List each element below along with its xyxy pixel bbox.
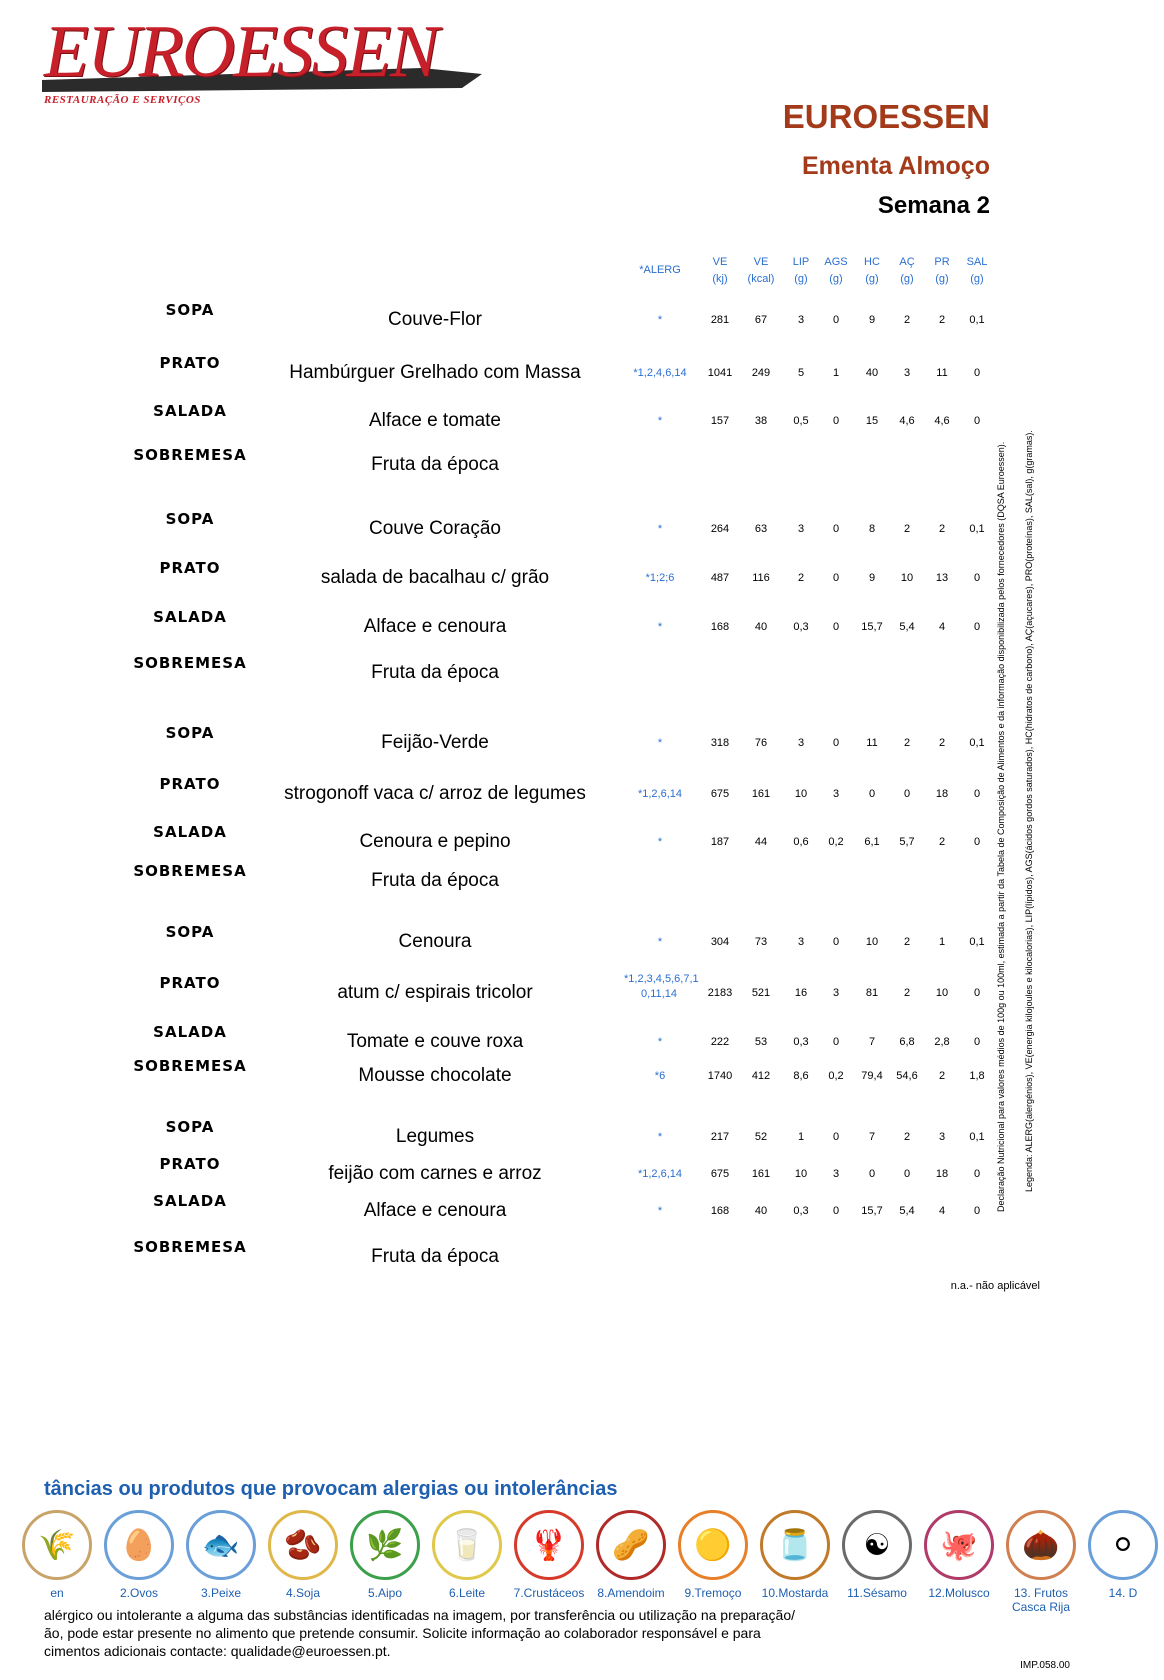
allergen-codes: * [657,415,663,427]
nutrition-declaration-note: Declaração Nutricional para valores médios de 100g ou 100ml, estimada a partir da Tabela de Composição de Alimentos e da informação disponibilizada pelos fornecedores (DQSA Euroessen). [996,441,1006,1212]
dish-name: Alface e cenoura [363,616,507,637]
nutrition-value: 6,8 [899,1036,915,1048]
course-type: SALADA [153,823,227,841]
nutrition-value: 487 [710,572,730,584]
nutrition-value: 4 [938,621,946,633]
allergen-label: 3.Peixe [200,1586,242,1600]
nutrition-value: 0,2 [828,1070,844,1082]
nutrition-value: 0 [973,1168,981,1180]
allergen-icon: 🐟 [186,1510,256,1580]
disclaimer-line: alérgico ou intolerante a alguma das substâncias identificadas na imagem, por transferência ou utilização na preparação/ [44,1607,796,1623]
nutrition-value: 0 [973,987,981,999]
nutrition-value: 10 [865,936,879,948]
menu-row [0,1192,1000,1226]
allergen-icon: 🌾 [22,1510,92,1580]
nutrition-value: 11 [936,367,948,379]
column-header-name: LIP [792,256,810,268]
menu-row [0,1155,1000,1189]
nutrition-value: 0,1 [969,1131,985,1143]
nutrition-value: 3 [797,936,805,948]
nutrition-value: 5,7 [899,836,915,848]
menu-row [0,862,1000,896]
dish-name: Legumes [395,1126,475,1147]
course-type: SALADA [153,402,227,420]
nutrition-value: 116 [752,572,770,584]
nutrition-value: 40 [754,621,768,633]
menu-row [0,510,1000,544]
nutrition-value: 2 [938,523,946,535]
nutrition-value: 4,6 [934,415,950,427]
nutrition-value: 0 [973,836,981,848]
course-type: SOBREMESA [133,1238,247,1256]
nutrition-value: 675 [710,1168,730,1180]
menu-row [0,923,1000,957]
document-code: IMP.058.00 [1020,1660,1070,1671]
nutrition-value: 0 [973,572,981,584]
course-type: SOPA [165,923,215,941]
header-week: Semana 2 [877,192,990,219]
nutrition-value: 3 [797,314,805,326]
allergen-label: 6.Leite [448,1586,486,1600]
nutrition-value: 0,3 [793,1205,809,1217]
allergen-codes: *1;2;6 [645,572,675,584]
nutrition-value: 0,5 [793,415,809,427]
nutrition-value: 0,1 [969,936,985,948]
nutrition-value: 10 [794,788,808,800]
nutrition-value: 0,2 [828,836,844,848]
legend-note: Legenda: ALERG(alergénios), VE(energia kilojoules e kilocalorias), LIP(lípidos), AGS(ácidos gordos saturados), HC(hidratos de carbono), AÇ(açucares), PRO(proteínas), SAL(sal), g(gramas). [1024,430,1034,1192]
logo-tagline: RESTAURAÇÃO E SERVIÇOS [44,94,201,106]
nutrition-value: 2 [903,314,911,326]
allergen-label: 13. Frutos Casca Rija [1011,1586,1071,1614]
dish-name: strogonoff vaca c/ arroz de legumes [284,783,586,804]
nutrition-value: 412 [751,1070,771,1082]
disclaimer-line: ão, pode estar presente no alimento que pretende consumir. Solicite informação ao colaborador responsável e para [44,1625,761,1641]
nutrition-value: 304 [710,936,730,948]
allergen-label: 8.Amendoim [597,1586,665,1600]
column-header-unit: (g) [794,273,808,285]
dish-name: Tomate e couve roxa [346,1031,524,1052]
allergen-codes: * [657,936,663,948]
course-type: PRATO [159,559,221,577]
menu-row [0,823,1000,857]
allergen-label: en [50,1586,64,1600]
allergen-codes: *1,2,4,6,14 [633,367,687,379]
nutrition-value: 0 [832,415,840,427]
course-type: PRATO [159,974,221,992]
allergen-codes: * [657,737,663,749]
dish-name: Cenoura e pepino [359,831,511,852]
column-header-unit: (kcal) [747,273,775,285]
nutrition-value: 2 [938,836,946,848]
nutrition-value: 0 [973,1036,981,1048]
nutrition-value: 2 [903,737,911,749]
allergen-icon: 🫙 [760,1510,830,1580]
allergen-codes: *6 [654,1070,666,1082]
dish-name: Feijão-Verde [381,732,489,753]
header-menu-title: Ementa Almoço [801,152,990,180]
nutrition-value: 0,3 [793,1036,809,1048]
nutrition-value: 157 [710,415,730,427]
course-type: SALADA [153,1023,227,1041]
allergen-label: 12.Molusco [928,1586,990,1600]
nutrition-value: 0 [832,523,840,535]
dish-name: atum c/ espirais tricolor [337,982,533,1003]
nutrition-value: 0 [832,1036,840,1048]
nutrition-value: 161 [751,1168,771,1180]
nutrition-value: 281 [710,314,730,326]
dish-name: Fruta da época [371,454,499,475]
column-header [852,254,892,288]
allergen-icon: 🐙 [924,1510,994,1580]
logo-wordmark: EUROESSEN [44,11,438,93]
nutrition-value: 3 [832,788,840,800]
nutrition-value: 7 [868,1131,876,1143]
allergen-codes: *1,2,3,4,5,6,7,1 0,11,14 [624,973,699,1000]
course-type: SOPA [165,510,215,528]
menu-row [0,973,1000,1008]
allergen-label: 7.Crustáceos [513,1586,585,1600]
nutrition-value: 9 [868,314,876,326]
nutrition-value: 0 [903,788,911,800]
column-header-unit: (g) [829,273,843,285]
nutrition-value: 9 [868,572,876,584]
nutrition-value: 3 [832,1168,840,1180]
allergen-codes: * [657,836,663,848]
course-type: SALADA [153,608,227,626]
allergen-label: 4.Soja [285,1586,321,1600]
nutrition-value: 318 [710,737,730,749]
nutrition-value: 0 [832,572,840,584]
allergen-codes: * [657,1036,663,1048]
allergen-icon: 🥜 [596,1510,666,1580]
course-type: PRATO [159,775,221,793]
na-note: n.a.- não aplicável [950,1280,1040,1292]
nutrition-value: 5,4 [899,621,915,633]
column-header-name: PR [934,256,950,268]
nutrition-value: 264 [710,523,730,535]
nutrition-value: 217 [710,1131,730,1143]
allergen-codes: * [657,314,663,326]
allergen-label: 9.Tremoço [684,1586,742,1600]
nutrition-value: 3 [938,1131,946,1143]
nutrition-value: 15,7 [861,1205,883,1217]
nutrition-value: 2 [903,523,911,535]
nutrition-value: 0 [832,314,840,326]
column-header [957,254,997,288]
dish-name: Alface e cenoura [363,1200,507,1221]
menu-row [0,301,1000,335]
nutrition-value: 0 [832,1131,840,1143]
nutrition-value: 3 [832,987,840,999]
nutrition-value: 675 [710,788,730,800]
nutrition-value: 0 [973,788,981,800]
nutrition-value: 54,6 [896,1070,918,1082]
nutrition-value: 52 [754,1131,768,1143]
nutrition-value: 0 [973,415,981,427]
nutrition-value: 10 [794,1168,808,1180]
nutrition-value: 0 [973,621,981,633]
column-header-name: HC [864,256,880,268]
menu-row [0,608,1000,642]
allergen-icon: 🥚 [104,1510,174,1580]
course-type: PRATO [159,354,221,372]
nutrition-value: 44 [754,836,768,848]
nutrition-value: 3 [797,737,805,749]
column-header-unit: (g) [865,273,879,285]
course-type: SOBREMESA [133,654,247,672]
nutrition-value: 1 [797,1131,805,1143]
nutrition-value: 13 [935,572,949,584]
dish-name: Fruta da época [371,662,499,683]
course-type: SOBREMESA [133,446,247,464]
nutrition-value: 15 [865,415,879,427]
column-header-unit: (g) [935,273,949,285]
nutrition-value: 7 [868,1036,876,1048]
nutrition-value: 81 [865,987,879,999]
nutrition-value: 4 [938,1205,946,1217]
nutrition-value: 10 [935,987,949,999]
nutrition-value: 1 [938,936,946,948]
nutrition-value: 168 [710,621,730,633]
column-header-name: SAL [966,256,988,268]
allergen-codes: * [657,621,663,633]
allergen-label: 14. D [1108,1586,1138,1600]
column-header [816,254,856,288]
nutrition-value: 16 [794,987,808,999]
allergens-title: tâncias ou produtos que provocam alergias ou intolerâncias [44,1478,618,1500]
allergen-icons-strip [38,1510,1138,1614]
nutrition-value: 4,6 [899,415,915,427]
nutrition-value: 10 [900,572,914,584]
allergen-icon: 🌰 [1006,1510,1076,1580]
allergen-label: 2.Ovos [119,1586,158,1600]
allergen-icon: 🟡 [678,1510,748,1580]
nutrition-value: 521 [751,987,771,999]
allergen-icon: ⚪ [1088,1510,1158,1580]
nutrition-value: 1,8 [969,1070,985,1082]
menu-row [0,446,1000,480]
nutrition-value: 67 [754,314,768,326]
dish-name: Couve Coração [368,518,502,539]
nutrition-value: 76 [754,737,768,749]
nutrition-value: 18 [935,788,949,800]
allergen-icon: 🫘 [268,1510,338,1580]
header-brand: EUROESSEN [782,98,990,135]
allergen-codes: *1,2,6,14 [637,1168,683,1180]
nutrition-value: 0 [832,936,840,948]
menu-row [0,559,1000,593]
nutrition-value: 2 [903,987,911,999]
column-header-name: AÇ [899,256,915,268]
nutrition-value: 0 [832,1205,840,1217]
allergen-codes: * [657,1205,663,1217]
allergen-icon: 🦞 [514,1510,584,1580]
nutrition-value: 73 [754,936,768,948]
allergen-icon: 🌿 [350,1510,420,1580]
menu-row [0,354,1000,388]
nutrition-value: 40 [865,367,879,379]
nutrition-value: 222 [710,1036,730,1048]
column-header-alerg: *ALERG [639,264,681,276]
nutrition-value: 3 [797,523,805,535]
nutrition-value: 0 [973,1205,981,1217]
nutrition-value: 5 [797,367,805,379]
nutrition-value: 0,1 [969,523,985,535]
dish-name: Mousse chocolate [358,1065,512,1086]
company-logo [42,10,482,110]
nutrition-value: 0 [868,788,876,800]
nutrition-value: 5,4 [899,1205,915,1217]
allergen-icon: ☯ [842,1510,912,1580]
allergen-icon: 🥛 [432,1510,502,1580]
course-type: SOPA [165,724,215,742]
allergen-label: 11.Sésamo [847,1586,907,1600]
allergen-disclaimer [44,1606,964,1660]
nutrition-value: 0 [832,621,840,633]
nutrition-value: 168 [710,1205,730,1217]
column-header-unit: (g) [970,273,984,285]
nutrition-value: 38 [754,415,768,427]
nutrition-value: 2 [938,1070,946,1082]
nutrition-value: 0,3 [793,621,809,633]
nutrition-value: 11 [866,737,878,749]
dish-name: Alface e tomate [368,410,502,431]
nutrition-value: 53 [754,1036,768,1048]
column-header [887,254,927,288]
disclaimer-line: cimentos adicionais contacte: qualidade@euroessen.pt. [44,1643,391,1659]
menu-row [0,1238,1000,1272]
column-header [700,254,740,288]
column-header [741,254,781,288]
dish-name: Cenoura [398,931,472,952]
course-type: SOBREMESA [133,862,247,880]
column-header-name: VE [753,256,769,268]
menu-row [0,775,1000,809]
dish-name: Hambúrguer Grelhado com Massa [289,362,581,383]
nutrition-value: 187 [710,836,730,848]
nutrition-value: 161 [751,788,771,800]
nutrition-value: 79,4 [861,1070,883,1082]
nutrition-value: 18 [935,1168,949,1180]
nutrition-value: 0 [903,1168,911,1180]
column-header-name: AGS [824,256,848,268]
dish-name: salada de bacalhau c/ grão [320,567,550,588]
column-header-unit: (g) [900,273,914,285]
nutrition-value: 1740 [707,1070,733,1082]
nutrition-value: 2,8 [934,1036,950,1048]
allergen-codes: * [657,1131,663,1143]
allergen-codes: *1,2,6,14 [637,788,683,800]
column-header-unit: (kj) [712,273,728,285]
column-header-name: VE [712,256,728,268]
dish-name: Couve-Flor [388,309,482,330]
course-type: SOBREMESA [133,1057,247,1075]
nutrition-value: 6,1 [864,836,880,848]
nutrition-value: 3 [903,367,911,379]
nutrition-value: 40 [754,1205,768,1217]
nutrition-value: 2 [938,737,946,749]
menu-row [0,1118,1000,1152]
nutrition-value: 63 [754,523,768,535]
course-type: PRATO [159,1155,221,1173]
nutrition-value: 8,6 [793,1070,809,1082]
course-type: SOPA [165,1118,215,1136]
column-header [922,254,962,288]
menu-row [0,1057,1000,1091]
course-type: SALADA [153,1192,227,1210]
allergen-label: 10.Mostarda [761,1586,829,1600]
allergen-codes: * [657,523,663,535]
nutrition-value: 8 [868,523,876,535]
course-type: SOPA [165,301,215,319]
nutrition-value: 0,1 [969,314,985,326]
nutrition-value: 0 [868,1168,876,1180]
dish-name: Fruta da época [371,870,499,891]
nutrition-value: 2 [797,572,805,584]
nutrition-value: 1 [832,367,840,379]
dish-name: Fruta da época [371,1246,499,1267]
nutrition-value: 1041 [707,367,733,379]
nutrition-value: 0 [973,367,981,379]
nutrition-value: 2 [938,314,946,326]
nutrition-value: 2 [903,936,911,948]
allergen-label: 5.Aipo [367,1586,403,1600]
nutrition-value: 0 [832,737,840,749]
column-header [781,254,821,288]
nutrition-value: 0,1 [969,737,985,749]
dish-name: feijão com carnes e arroz [328,1163,542,1184]
menu-row [0,654,1000,688]
nutrition-value: 2 [903,1131,911,1143]
nutrition-value: 0,6 [793,836,809,848]
nutrition-value: 2183 [707,987,733,999]
nutrition-value: 249 [751,367,771,379]
menu-row [0,724,1000,758]
nutrition-value: 15,7 [861,621,883,633]
menu-row [0,402,1000,436]
